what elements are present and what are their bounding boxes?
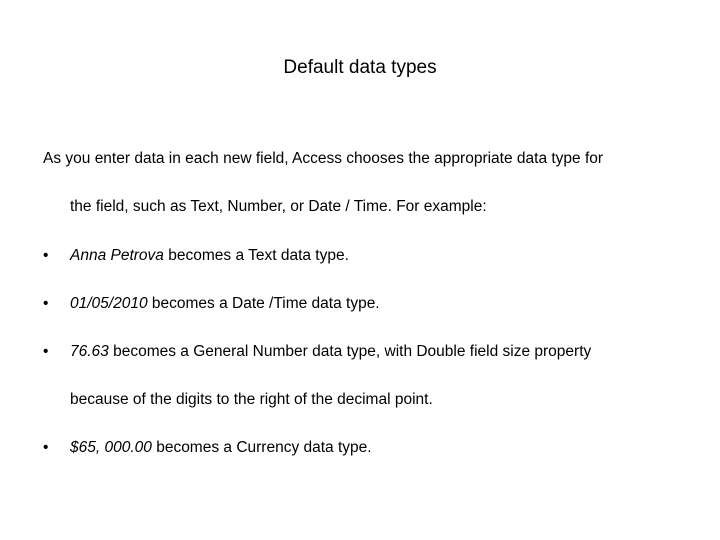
example-value: 01/05/2010 <box>70 295 148 312</box>
list-item <box>43 339 693 413</box>
slide-title: Default data types <box>283 57 437 78</box>
example-description: becomes a Currency data type. <box>151 439 372 456</box>
example-value: Anna Petrova <box>70 247 164 264</box>
list-item <box>43 291 693 317</box>
intro-line-1: As you enter data in each new field, Access chooses the appropriate data type for <box>43 150 604 167</box>
list-item <box>43 243 693 269</box>
bullet-icon: • <box>43 295 49 312</box>
example-value: 76.63 <box>70 343 109 360</box>
example-list <box>43 243 693 483</box>
intro-line-2: the field, such as Text, Number, or Date / Time. For example: <box>70 198 487 215</box>
intro-paragraph <box>43 146 693 220</box>
example-description: becomes a General Number data type, with Double field size property <box>108 343 592 360</box>
bullet-icon: • <box>43 343 49 360</box>
example-description: becomes a Text data type. <box>163 247 349 264</box>
example-value: $65, 000.00 <box>70 439 152 456</box>
example-continuation: because of the digits to the right of the decimal point. <box>70 391 433 408</box>
example-description: becomes a Date /Time data type. <box>147 295 380 312</box>
list-item <box>43 435 693 461</box>
bullet-icon: • <box>43 247 49 264</box>
bullet-icon: • <box>43 439 49 456</box>
